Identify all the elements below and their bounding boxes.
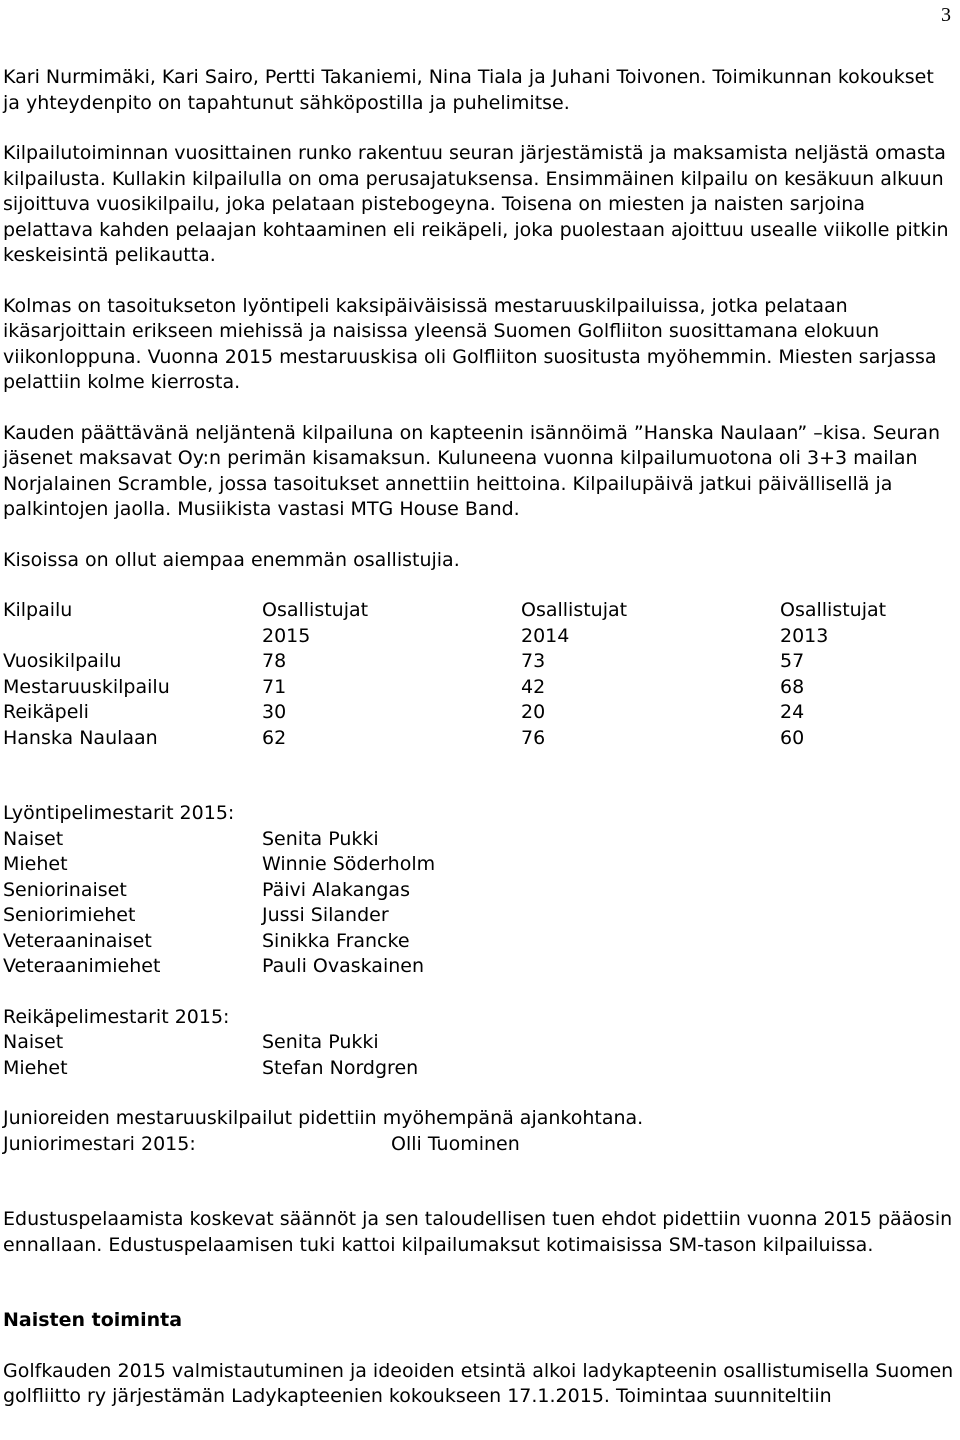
table-header: Osallistujat [521, 599, 628, 621]
champion-name: Pauli Ovaskainen [262, 955, 424, 977]
list-item [3, 827, 955, 853]
table-cell: 78 [262, 650, 287, 672]
table-cell: 42 [521, 675, 546, 698]
junior-champion-label: Juniorimestari 2015: [3, 1132, 196, 1155]
champion-name: Stefan Nordgren [262, 1056, 419, 1079]
table-cell: 71 [262, 675, 287, 698]
table-cell: 68 [780, 675, 805, 698]
paragraph-hanska-naulaan: Kauden päättävänä neljäntenä kilpailuna on kapteenin isännöimä ”Hanska Naulaan” –kisa. Seuran jäsenet maksavat Oy:n perimän kisamaksun. Kuluneena vuonna kilpailumuotona oli 3+3 mailan Norjalainen Scramble, jossa tasoitukset annettiin heittoina. Kilpailupäivä jatkui päivällisellä ja palkintojen jaolla. Musiikista vastasi MTG House Band. [3, 421, 940, 520]
table-header-row [3, 598, 886, 624]
paragraph-women-activity: Golfkauden 2015 valmistautuminen ja ideoiden etsintä alkoi ladykapteenin osallistumisella Suomen golfliitto ry järjestämän Ladykapteenien kokoukseen 17.1.2015. Toimintaa suunniteltiin [3, 1359, 954, 1407]
champion-category: Miehet [3, 853, 68, 875]
champion-category: Veteraanimiehet [3, 955, 161, 977]
champion-name: Senita Pukki [262, 827, 379, 850]
list-item [3, 1132, 955, 1158]
champion-name: Päivi Alakangas [262, 878, 410, 901]
list-item [3, 1030, 955, 1056]
table-row [3, 726, 886, 752]
list-item [3, 954, 955, 980]
stroke-champions-title: Lyöntipelimestarit 2015: [3, 802, 235, 824]
list-item [3, 852, 955, 878]
junior-championships [3, 1106, 955, 1157]
champion-category: Naiset [3, 1031, 64, 1053]
stroke-play-champions [3, 801, 955, 980]
table-header: 2013 [780, 624, 829, 647]
champion-name: Sinikka Francke [262, 929, 410, 952]
table-header: Osallistujat [262, 599, 369, 621]
table-cell: 76 [521, 726, 546, 749]
champion-name: Senita Pukki [262, 1031, 379, 1053]
table-cell: 24 [780, 701, 805, 723]
table-cell: 60 [780, 726, 805, 749]
champion-name: Jussi Silander [262, 904, 389, 926]
champion-category: Seniorinaiset [3, 878, 127, 901]
table-cell: Vuosikilpailu [3, 650, 122, 672]
table-header-row [3, 624, 886, 650]
table-cell: Hanska Naulaan [3, 726, 158, 749]
champion-name: Winnie Söderholm [262, 853, 436, 875]
table-header: 2015 [262, 624, 311, 647]
table-cell: 20 [521, 701, 546, 723]
champion-category: Naiset [3, 827, 64, 850]
list-item [3, 903, 955, 929]
table-cell: 57 [780, 650, 805, 672]
paragraph-competition-structure: Kilpailutoiminnan vuosittainen runko rakentuu seuran järjestämistä ja maksamista neljästä omasta kilpailusta. Kullakin kilpailulla on oma perusajatuksensa. Ensimmäinen kilpailu on kesäkuun alkuun sijoittuva vuosikilpailu, joka pelataan pistebogeyna. Toisena on miesten ja naisten sarjoina pelattava kahden pelaajan kohtaaminen eli reikäpeli, joka puolestaan ajoittuu usealle viikolle pitkin keskeisintä pelikautta. [3, 142, 949, 266]
table-cell: 62 [262, 726, 287, 749]
champion-category: Veteraaninaiset [3, 929, 152, 952]
table-header [3, 624, 262, 650]
table-row [3, 700, 886, 726]
table-header: Kilpailu [3, 599, 73, 621]
table-cell: Mestaruuskilpailu [3, 675, 170, 698]
table-header: 2014 [521, 624, 570, 647]
table-row [3, 649, 886, 675]
table-header: Osallistujat [780, 599, 887, 621]
paragraph-championships: Kolmas on tasoitukseton lyöntipeli kaksipäiväisissä mestaruuskilpailuissa, jotka pelataan ikäsarjoittain erikseen miehissä ja naisissa yleensä Suomen Golfliiton suosittamana elokuun viikonloppuna. Vuonna 2015 mestaruuskisa oli Golfliiton suositusta myöhemmin. Miesten sarjassa pelattiin kolme kierrosta. [3, 294, 937, 393]
junior-champion-name: Olli Tuominen [391, 1132, 520, 1155]
paragraph-committee: Kari Nurmimäki, Kari Sairo, Pertti Takaniemi, Nina Tiala ja Juhani Toivonen. Toimikunnan kokoukset ja yhteydenpito on tapahtunut sähköpostilla ja puhelimitse. [3, 66, 934, 114]
champion-category: Seniorimiehet [3, 904, 136, 926]
match-champions-title: Reikäpelimestarit 2015: [3, 1005, 230, 1028]
paragraph-participation: Kisoissa on ollut aiempaa enemmän osallistujia. [3, 548, 460, 571]
section-heading-women: Naisten toiminta [3, 1309, 183, 1331]
match-play-champions [3, 1005, 955, 1082]
page-number: 3 [941, 4, 951, 26]
table-cell: 73 [521, 650, 546, 672]
paragraph-representation: Edustuspelaamista koskevat säännöt ja sen taloudellisen tuen ehdot pidettiin vuonna 2015 pääosin ennallaan. Edustuspelaamisen tuki kattoi kilpailumaksut kotimaisissa SM-tason kilpailuissa. [3, 1208, 953, 1256]
participants-table [3, 598, 886, 751]
document-body [3, 65, 955, 1410]
list-item [3, 1056, 955, 1082]
table-cell: 30 [262, 701, 287, 723]
list-item [3, 929, 955, 955]
junior-note: Junioreiden mestaruuskilpailut pidettiin myöhempänä ajankohtana. [3, 1107, 644, 1129]
champion-category: Miehet [3, 1056, 68, 1079]
table-cell: Reikäpeli [3, 701, 89, 723]
table-row [3, 675, 886, 701]
list-item [3, 878, 955, 904]
